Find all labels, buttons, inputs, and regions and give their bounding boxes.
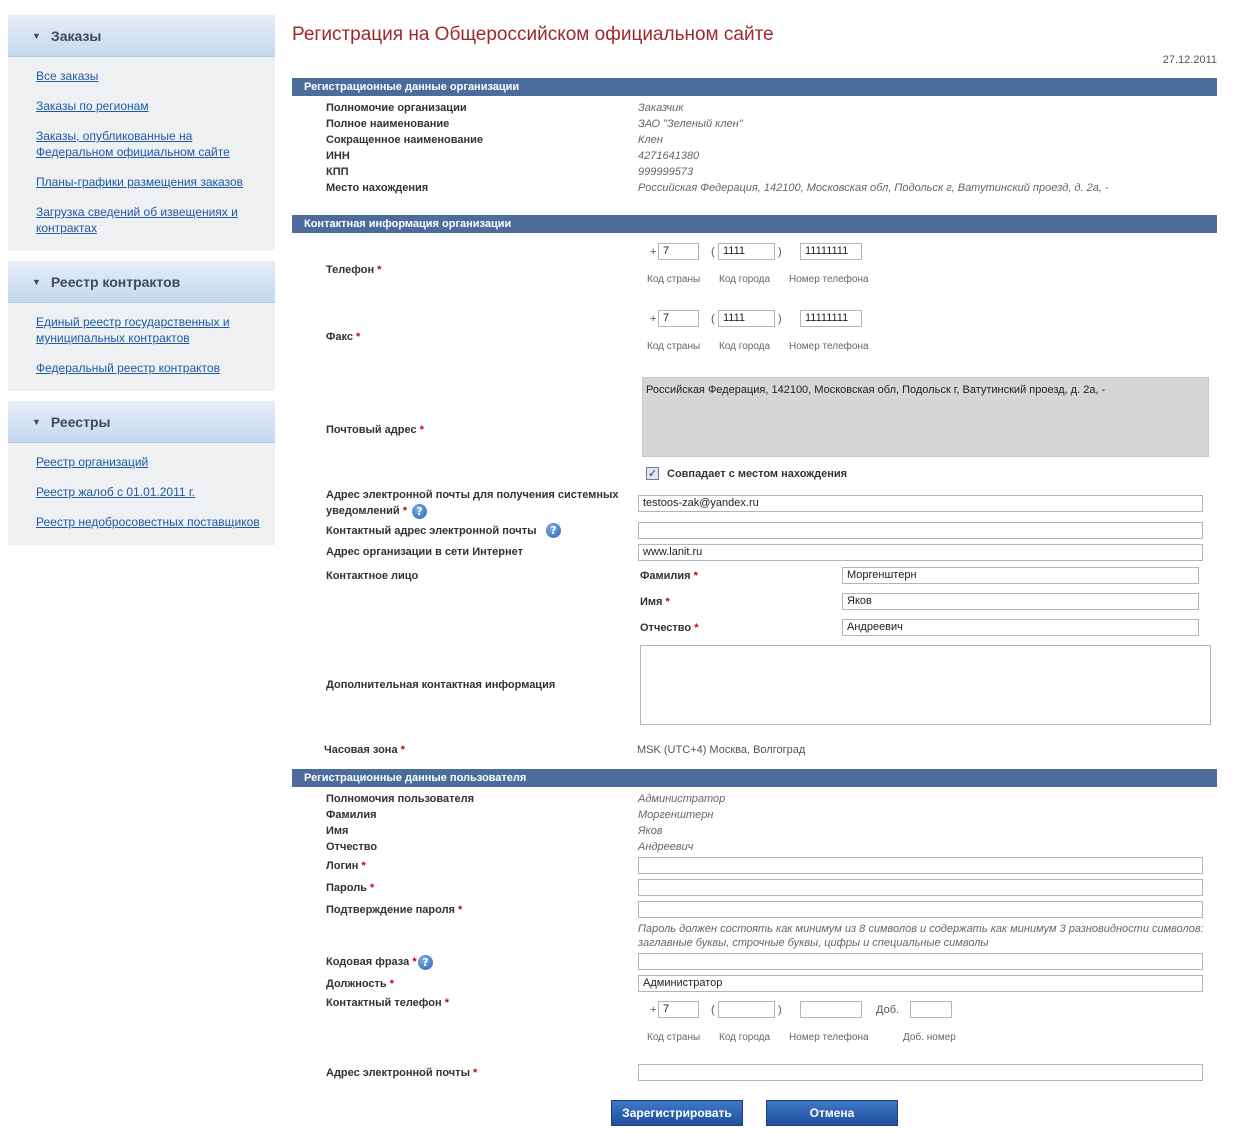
org-label: ИНН xyxy=(326,150,350,162)
phone-country-input[interactable]: 7 xyxy=(658,243,699,260)
website-input[interactable]: www.lanit.ru xyxy=(638,544,1203,561)
paren-close: ) xyxy=(778,246,782,258)
hint-city: Код города xyxy=(719,274,771,285)
user-label: Полномочия пользователя xyxy=(326,793,475,805)
login-label: Логин * xyxy=(326,860,366,872)
user-phone-number-input[interactable] xyxy=(800,1001,862,1018)
same-as-location-checkbox[interactable]: ✓ xyxy=(647,467,658,480)
sidebar-section-orders xyxy=(8,15,275,251)
paren-close: ) xyxy=(778,313,782,325)
contact-email-input[interactable] xyxy=(638,522,1203,539)
fax-label: Факс * xyxy=(326,331,361,343)
paren-close: ) xyxy=(778,1004,782,1016)
surname-label: Фамилия * xyxy=(640,570,698,582)
notify-email-label: Адрес электронной почты для получения системных xyxy=(326,489,619,501)
user-email-input[interactable] xyxy=(638,1064,1203,1081)
password-label: Пароль * xyxy=(326,882,375,894)
extra-info-label: Дополнительная контактная информация xyxy=(326,679,556,691)
fax-city-input[interactable]: 1111 xyxy=(718,310,775,327)
org-value: Заказчик xyxy=(638,102,684,114)
collapse-arrow-icon: ▼ xyxy=(32,30,41,41)
timezone-value: MSK (UTC+4) Москва, Волгоград xyxy=(637,744,806,756)
paren-open: ( xyxy=(711,1004,715,1016)
section-header-org: Регистрационные данные организации xyxy=(292,78,1217,96)
org-value: Российская Федерация, 142100, Московская обл, Подольск г, Ватутинский проезд, д. 2а, - xyxy=(638,182,1109,194)
sidebar-section-title: Заказы xyxy=(50,27,102,44)
user-value: Андреевич xyxy=(638,841,694,853)
sidebar-section-header[interactable] xyxy=(8,15,275,57)
phone-city-input[interactable]: 1111 xyxy=(718,243,775,260)
hint-ext: Доб. номер xyxy=(903,1032,956,1043)
password-hint-2: заглавные буквы, строчные буквы, цифры и специальные символы xyxy=(638,937,989,949)
sidebar-section-registries xyxy=(8,401,275,545)
password-confirm-label: Подтверждение пароля * xyxy=(326,904,463,916)
org-value: Клен xyxy=(638,134,663,146)
sidebar xyxy=(8,15,275,555)
password-hint: Пароль должен состоять как минимум из 8 символов и содержать как минимум 3 разновидности символов: xyxy=(638,923,1204,935)
sidebar-link-orders-federal[interactable]: Заказы, опубликованные на Федеральном официальном сайте xyxy=(36,129,230,159)
website-label: Адрес организации в сети Интернет xyxy=(326,546,524,558)
user-email-label: Адрес электронной почты * xyxy=(326,1067,478,1079)
hint-country: Код страны xyxy=(647,274,701,285)
sidebar-section-title: Реестр контрактов xyxy=(50,273,181,290)
sidebar-link-bad-suppliers[interactable]: Реестр недобросовестных поставщиков xyxy=(36,515,260,529)
org-value: ЗАО "Зеленый клен" xyxy=(638,118,743,130)
password-input[interactable] xyxy=(638,879,1203,896)
sidebar-link-federal-contracts[interactable]: Федеральный реестр контрактов xyxy=(36,361,220,375)
fax-number-input[interactable]: 11111111 xyxy=(800,310,862,327)
user-label: Имя xyxy=(326,825,349,837)
sidebar-link-complaints-registry[interactable]: Реестр жалоб с 01.01.2011 г. xyxy=(36,485,196,499)
extra-info-textarea[interactable] xyxy=(640,645,1211,725)
org-label: Полное наименование xyxy=(326,118,450,130)
hint-number: Номер телефона xyxy=(789,341,869,352)
position-label: Должность * xyxy=(326,978,395,990)
sidebar-section-contracts xyxy=(8,261,275,391)
org-label: Место нахождения xyxy=(326,182,429,194)
user-phone-ext-input[interactable] xyxy=(910,1001,952,1018)
help-icon[interactable]: ? xyxy=(412,504,427,519)
cancel-button[interactable]: Отмена xyxy=(766,1100,898,1126)
org-value: 999999573 xyxy=(638,166,694,178)
hint-country: Код страны xyxy=(647,1032,701,1043)
section-header-user: Регистрационные данные пользователя xyxy=(292,769,1217,787)
user-value: Яков xyxy=(638,825,663,837)
fax-country-input[interactable]: 7 xyxy=(658,310,699,327)
sidebar-link-all-orders[interactable]: Все заказы xyxy=(36,69,99,83)
phone-label: Телефон * xyxy=(326,264,382,276)
register-button[interactable]: Зарегистрировать xyxy=(611,1100,743,1126)
page-title: Регистрация на Общероссийском официальном сайте xyxy=(292,24,774,45)
same-as-location-label: Совпадает с местом нахождения xyxy=(667,468,848,480)
sidebar-section-title: Реестры xyxy=(50,413,111,430)
user-phone-country-input[interactable]: 7 xyxy=(658,1001,699,1018)
section-header-contact: Контактная информация организации xyxy=(292,215,1217,233)
user-label: Отчество xyxy=(326,841,378,853)
name-label: Имя * xyxy=(640,596,670,608)
patronymic-label: Отчество * xyxy=(640,622,699,634)
postal-address-field[interactable]: Российская Федерация, 142100, Московская обл, Подольск г, Ватутинский проезд, д. 2а, - xyxy=(642,377,1209,457)
plus-sign: + xyxy=(650,313,657,325)
sidebar-link-unified-contracts[interactable]: Единый реестр государственных и муниципальных контрактов xyxy=(36,315,230,345)
ext-label: Доб. xyxy=(876,1004,900,1016)
user-value: Моргенштерн xyxy=(638,809,714,821)
org-label: КПП xyxy=(326,166,349,178)
login-input[interactable] xyxy=(638,857,1203,874)
password-confirm-input[interactable] xyxy=(638,901,1203,918)
sidebar-section-header[interactable] xyxy=(8,401,275,443)
name-input[interactable]: Яков xyxy=(842,593,1199,610)
contact-email-label: Контактный адрес электронной почты xyxy=(326,525,537,537)
plus-sign: + xyxy=(650,1004,657,1016)
sidebar-link-orders-by-region[interactable]: Заказы по регионам xyxy=(36,99,149,113)
hint-number: Номер телефона xyxy=(789,274,869,285)
phone-number-input[interactable]: 11111111 xyxy=(800,243,862,260)
postal-label: Почтовый адрес * xyxy=(326,424,424,436)
notify-email-label-2: уведомлений * xyxy=(326,505,408,517)
patronymic-input[interactable]: Андреевич xyxy=(842,619,1199,636)
user-value: Администратор xyxy=(638,793,726,805)
sidebar-link-plan-schedules[interactable]: Планы-графики размещения заказов xyxy=(36,175,243,189)
notify-email-input[interactable]: testoos-zak@yandex.ru xyxy=(638,495,1203,512)
collapse-arrow-icon: ▼ xyxy=(32,276,41,287)
sidebar-link-org-registry[interactable]: Реестр организаций xyxy=(36,455,149,469)
user-label: Фамилия xyxy=(326,809,377,821)
sidebar-section-header[interactable] xyxy=(8,261,275,303)
collapse-arrow-icon: ▼ xyxy=(32,416,41,427)
user-phone-city-input[interactable] xyxy=(718,1001,775,1018)
help-icon[interactable]: ? xyxy=(418,955,433,970)
help-icon[interactable]: ? xyxy=(546,523,561,538)
paren-open: ( xyxy=(711,246,715,258)
hint-city: Код города xyxy=(719,341,771,352)
page-date: 27.12.2011 xyxy=(1162,54,1217,66)
paren-open: ( xyxy=(711,313,715,325)
timezone-label: Часовая зона * xyxy=(324,744,405,756)
org-label: Сокращенное наименование xyxy=(326,134,483,146)
org-value: 4271641380 xyxy=(638,150,700,162)
sidebar-link-upload-notices[interactable]: Загрузка сведений об извещениях и контрактах xyxy=(36,205,238,235)
contact-person-label: Контактное лицо xyxy=(326,570,419,582)
hint-country: Код страны xyxy=(647,341,701,352)
hint-city: Код города xyxy=(719,1032,771,1043)
hint-number: Номер телефона xyxy=(789,1032,869,1043)
plus-sign: + xyxy=(650,246,657,258)
org-label: Полномочие организации xyxy=(326,102,467,114)
surname-input[interactable]: Моргенштерн xyxy=(842,567,1199,584)
position-input[interactable]: Администратор xyxy=(638,975,1203,992)
user-phone-label: Контактный телефон * xyxy=(326,997,449,1009)
codeword-label: Кодовая фраза * xyxy=(326,956,417,968)
codeword-input[interactable] xyxy=(638,953,1203,970)
